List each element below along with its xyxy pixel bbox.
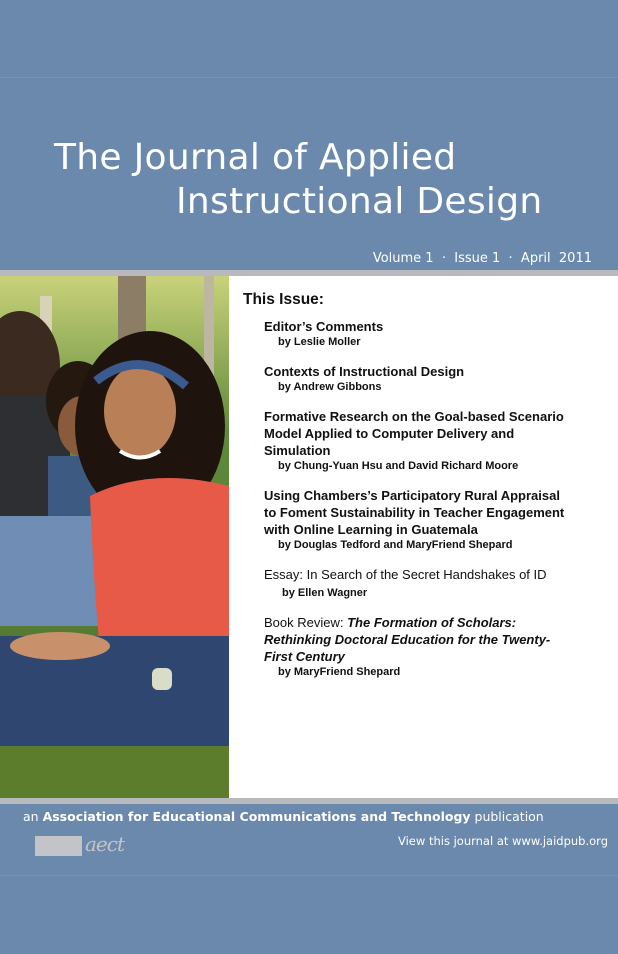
toc-item[interactable] (264, 614, 569, 680)
article-title[interactable]: Using Chambers’s Participatory Rural Appraisal to Foment Sustainability in Teacher Engagement with Online Learning in Guatemala (264, 488, 565, 537)
journal-title-line2: Instructional Design (176, 181, 543, 222)
journal-website-link[interactable]: View this journal at www.jaidpub.org (398, 834, 608, 848)
article-author: by MaryFriend Shepard (278, 666, 401, 678)
toc-item[interactable] (264, 487, 569, 553)
journal-title-line1: The Journal of Applied (54, 137, 457, 178)
publisher-post: publication (470, 809, 544, 824)
cover-photo (0, 276, 229, 798)
toc-heading: This Issue: (243, 291, 324, 308)
toc-item[interactable] (264, 363, 613, 395)
article-author: by Andrew Gibbons (278, 381, 382, 393)
article-title[interactable]: Editor’s Comments (264, 319, 384, 334)
article-title[interactable]: Formative Research on the Goal-based Scenario Model Applied to Computer Delivery and Simulation (264, 409, 564, 458)
article-author: by Douglas Tedford and MaryFriend Shepard (278, 539, 513, 551)
toc-item[interactable] (264, 318, 613, 350)
book-review-prefix: Book Review: (264, 615, 348, 630)
article-author: by Ellen Wagner (282, 587, 368, 599)
divider-bar (0, 798, 618, 804)
issue-info: Volume 1 · Issue 1 · April 2011 (372, 251, 592, 266)
article-author: by Leslie Moller (278, 336, 361, 348)
top-band (0, 0, 618, 77)
article-title[interactable]: Essay: In Search of the Secret Handshakes of ID (264, 567, 547, 582)
article-author: by Chung-Yuan Hsu and David Richard Moore (278, 460, 519, 472)
publisher-line (23, 809, 544, 824)
publisher-org: Association for Educational Communications and Technology (42, 809, 471, 824)
logo-text: aect (85, 832, 124, 856)
aect-logo (35, 834, 135, 856)
students-photo-icon (0, 276, 229, 798)
logo-bar (35, 836, 82, 856)
toc-item[interactable] (264, 566, 613, 601)
book-title: The Formation of Scholars: Rethinking Doctoral Education for the Twenty-First Century (264, 615, 551, 664)
toc-item[interactable] (264, 408, 574, 474)
article-title[interactable]: Contexts of Instructional Design (264, 364, 465, 379)
divider (0, 77, 618, 78)
divider (0, 875, 618, 876)
article-title[interactable] (264, 614, 569, 665)
publisher-pre: an (23, 809, 43, 824)
table-of-contents (243, 291, 613, 693)
